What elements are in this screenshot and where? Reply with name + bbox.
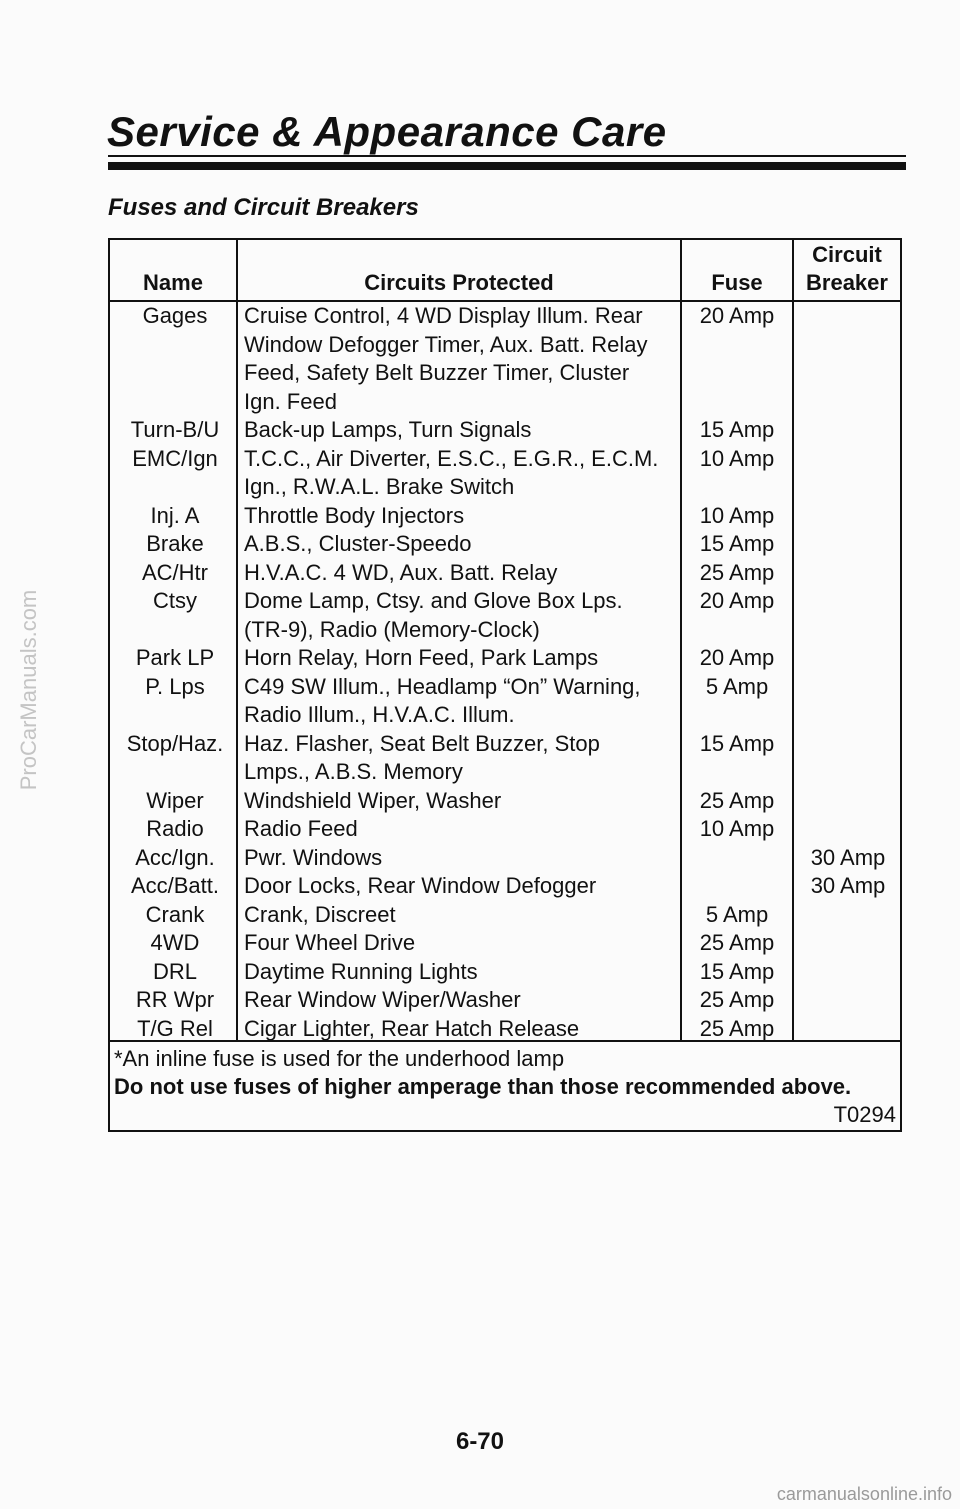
row-circuits-line: Door Locks, Rear Window Defogger [244, 873, 597, 898]
row-fuse: 25 Amp [699, 559, 775, 585]
row-name: Inj. A [150, 502, 200, 528]
row-fuse: 25 Amp [699, 987, 775, 1012]
row-name: Brake [146, 531, 204, 556]
row-circuits-line: Haz. Flasher, Seat Belt Buzzer, Stop [244, 730, 600, 756]
row-name: Park LP [135, 645, 215, 670]
table-code: T0294 [833, 1102, 896, 1127]
header-rule-thick [108, 162, 906, 170]
row-name: RR Wpr [135, 987, 215, 1012]
row-circuits-line: Four Wheel Drive [244, 930, 416, 955]
row-fuse: 15 Amp [699, 958, 775, 984]
row-name: DRL [152, 958, 197, 984]
row-circuits-line: (TR-9), Radio (Memory-Clock) [244, 616, 540, 642]
row-circuits-line: Daytime Running Lights [244, 958, 478, 984]
row-name: Acc/Batt. [130, 873, 220, 898]
row-fuse: 5 Amp [705, 673, 769, 699]
row-circuits-line: Windshield Wiper, Washer [244, 787, 502, 813]
row-name: Ctsy [153, 588, 197, 613]
row-name: Wiper [146, 787, 204, 813]
row-circuits-line: Crank, Discreet [244, 901, 396, 927]
row-name: Radio [146, 816, 204, 841]
row-name: Gages [142, 303, 208, 328]
row-circuits-line: Dome Lamp, Ctsy. and Glove Box Lps. [244, 588, 623, 613]
row-name: EMC/Ign [132, 445, 218, 471]
row-circuits-line: Radio Feed [244, 816, 358, 841]
warning-text: Do not use fuses of higher amperage than those recommended above. [114, 1074, 852, 1099]
row-circuits-line: Throttle Body Injectors [244, 502, 465, 528]
row-circuits-line: A.B.S., Cluster-Speedo [244, 531, 472, 556]
row-circuits-line: T.C.C., Air Diverter, E.S.C., E.G.R., E.C.M. [244, 445, 659, 471]
row-name: T/G Rel [137, 1015, 213, 1041]
row-fuse: 5 Amp [705, 901, 769, 927]
row-circuits-line: Window Defogger Timer, Aux. Batt. Relay [244, 331, 648, 357]
row-fuse: 10 Amp [699, 445, 775, 471]
header-fuse: Fuse [711, 270, 763, 295]
column-divider-fuse [792, 240, 794, 1040]
row-fuse: 25 Amp [699, 1015, 775, 1041]
row-circuits-line: Rear Window Wiper/Washer [244, 987, 521, 1012]
row-name: Acc/Ign. [135, 844, 215, 870]
row-circuits-line: Cigar Lighter, Rear Hatch Release [244, 1015, 580, 1041]
row-circuits-line: Feed, Safety Belt Buzzer Timer, Cluster [244, 360, 630, 385]
header-circuit-breaker-line2: Breaker [806, 270, 888, 295]
row-circuits-line: Radio Illum., H.V.A.C. Illum. [244, 702, 515, 727]
row-name: Stop/Haz. [126, 730, 224, 756]
section-title: Fuses and Circuit Breakers [108, 194, 419, 221]
row-fuse: 20 Amp [699, 645, 775, 670]
header-circuit-breaker-line1: Circuit [812, 242, 882, 267]
row-name: 4WD [150, 930, 200, 955]
footnote: *An inline fuse is used for the underhood lamp [114, 1046, 565, 1071]
row-fuse: 15 Amp [699, 531, 775, 556]
fuse-table [108, 238, 902, 1132]
row-circuits-line: C49 SW Illum., Headlamp “On” Warning, [244, 673, 641, 699]
row-fuse: 15 Amp [699, 417, 775, 442]
page-number: 6-70 [455, 1428, 505, 1455]
row-circuits-line: H.V.A.C. 4 WD, Aux. Batt. Relay [244, 559, 558, 585]
row-circuit-breaker: 30 Amp [810, 873, 886, 898]
row-fuse: 10 Amp [699, 816, 775, 841]
row-fuse: 25 Amp [699, 930, 775, 955]
row-circuits-line: Horn Relay, Horn Feed, Park Lamps [244, 645, 599, 670]
row-fuse: 15 Amp [699, 730, 775, 756]
side-watermark [14, 440, 44, 940]
row-fuse: 20 Amp [699, 588, 775, 613]
row-circuits-line: Ign., R.W.A.L. Brake Switch [244, 474, 515, 499]
row-circuits-line: Pwr. Windows [244, 844, 383, 870]
row-circuits-line: Ign. Feed [244, 388, 337, 414]
row-name: Turn-B/U [130, 417, 220, 442]
row-circuit-breaker: 30 Amp [810, 844, 886, 870]
header-circuits: Circuits Protected [364, 270, 554, 295]
row-fuse: 10 Amp [699, 502, 775, 528]
row-fuse: 20 Amp [699, 303, 775, 328]
side-watermark-text: ProCarManuals.com [16, 589, 41, 791]
row-circuits-line: Back-up Lamps, Turn Signals [244, 417, 532, 442]
row-circuits-line: Lmps., A.B.S. Memory [244, 759, 463, 784]
row-circuits-line: Cruise Control, 4 WD Display Illum. Rear [244, 303, 643, 328]
row-name: P. Lps [145, 673, 205, 699]
row-name: Crank [145, 901, 205, 927]
header-rule-thin [108, 155, 906, 157]
page-header-title: Service & Appearance Care [107, 108, 667, 155]
row-name: AC/Htr [142, 559, 208, 585]
footer-watermark: carmanualsonline.info [776, 1484, 952, 1504]
header-name: Name [143, 270, 203, 295]
row-fuse: 25 Amp [699, 787, 775, 813]
